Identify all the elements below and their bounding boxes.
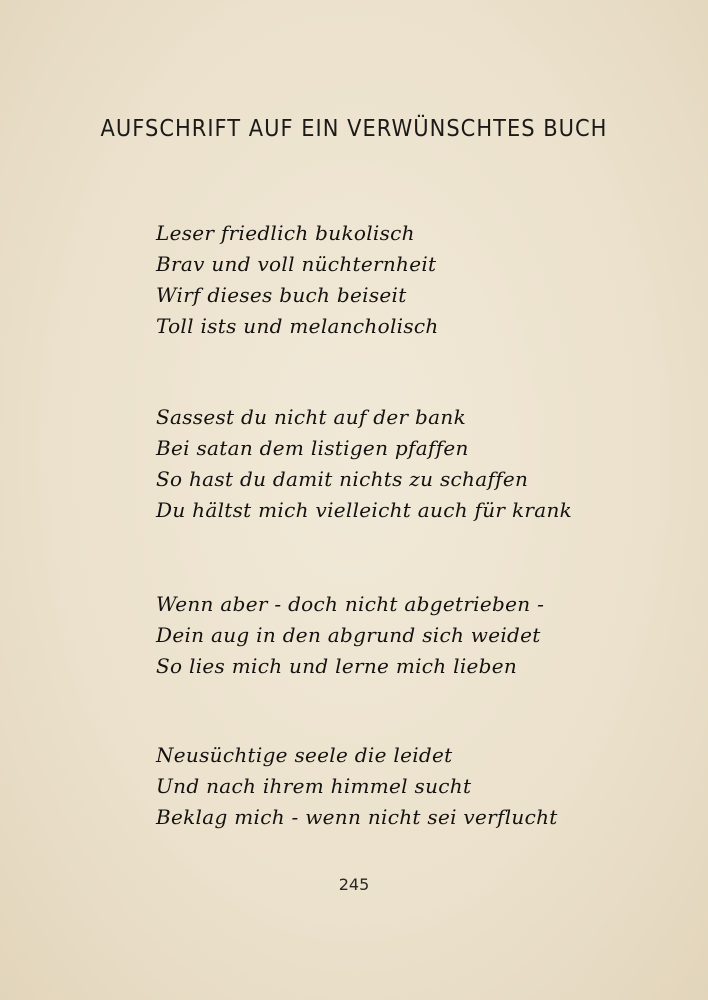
poem-line: Wirf dieses buch beiseit xyxy=(156,283,407,307)
poem-line: Toll ists und melancholisch xyxy=(156,314,439,338)
poem-line: So lies mich und lerne mich lieben xyxy=(156,654,518,678)
poem-line: Brav und voll nüchternheit xyxy=(156,252,437,276)
poem-line: Dein aug in den abgrund sich weidet xyxy=(156,623,541,647)
poem-line: Und nach ihrem himmel sucht xyxy=(156,774,472,798)
stanza-4 xyxy=(156,740,676,833)
poem-line: Neusüchtige seele die leidet xyxy=(156,743,453,767)
stanza-2 xyxy=(156,402,676,526)
poem-line: Leser friedlich bukolisch xyxy=(156,221,415,245)
stanza-3 xyxy=(156,589,676,682)
poem-line: So hast du damit nichts zu schaffen xyxy=(156,467,529,491)
poem-line: Beklag mich - wenn nicht sei verflucht xyxy=(156,805,558,829)
poem-line: Wenn aber - doch nicht abgetrieben - xyxy=(156,592,545,616)
poem-line: Du hältst mich vielleicht auch für krank xyxy=(156,498,573,522)
poem-line: Sassest du nicht auf der bank xyxy=(156,405,466,429)
poem-line: Bei satan dem listigen pfaffen xyxy=(156,436,469,460)
stanza-1 xyxy=(156,218,676,342)
page-number: 245 xyxy=(338,875,370,894)
poem-title: AUFSCHRIFT AUF EIN VERWÜNSCHTES BUCH xyxy=(100,114,608,142)
